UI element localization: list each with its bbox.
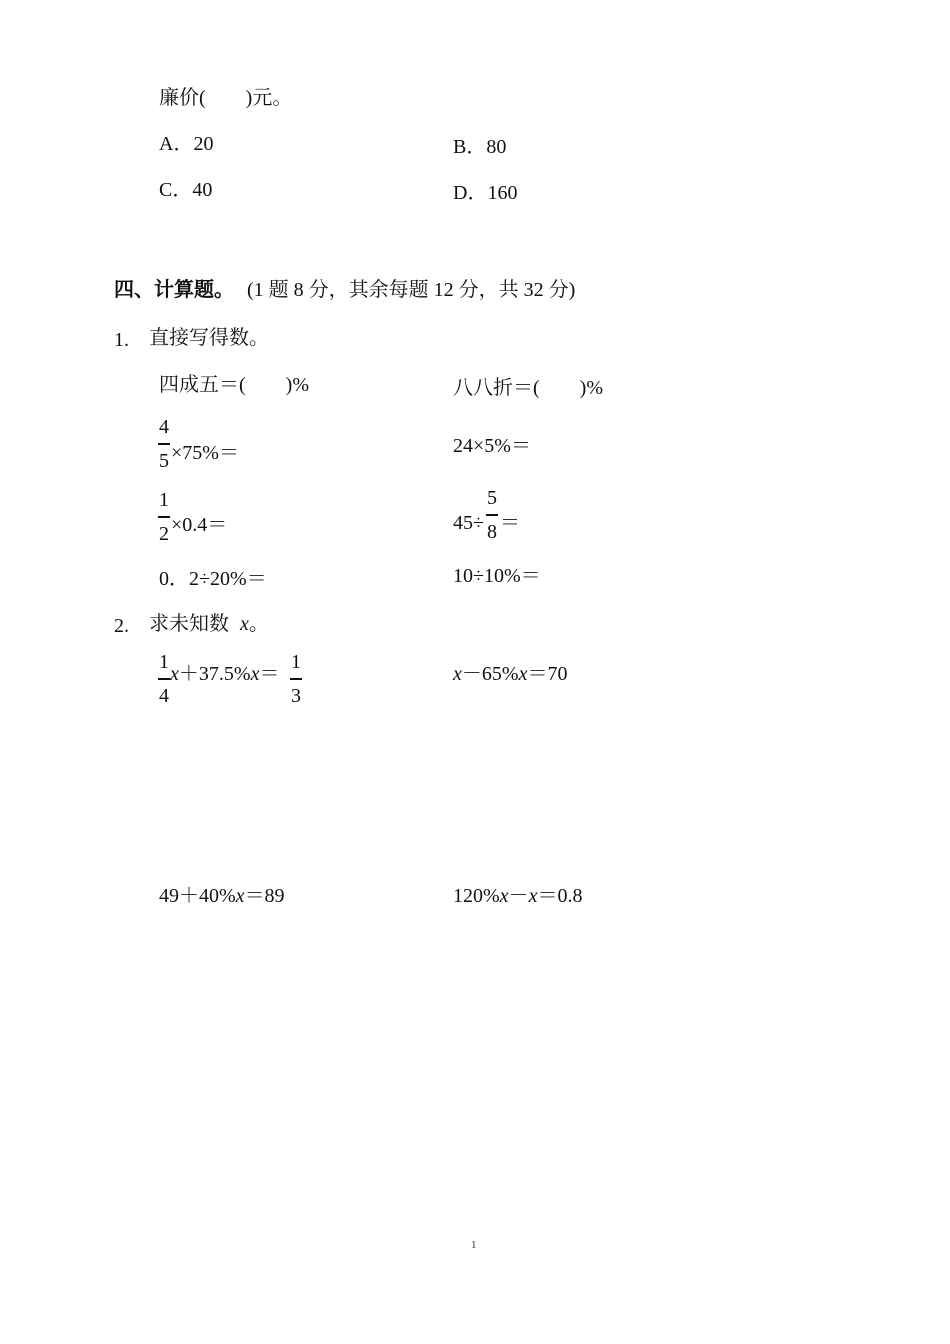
fraction-denominator: 3 (291, 685, 301, 707)
question-1-number: 1. (114, 329, 129, 351)
fraction-1-4 (158, 652, 170, 706)
calc-item-7: 0．2÷20%＝ (159, 568, 267, 590)
option-d: D．160 (453, 182, 518, 204)
variable-x: x (170, 663, 179, 685)
question-2-title (149, 614, 269, 634)
fraction-numerator: 1 (159, 489, 169, 511)
fraction-numerator: 1 (159, 651, 169, 673)
equation-1-body (170, 664, 279, 684)
fraction-1-3 (290, 652, 302, 706)
equation-4-rest: ＝0.8 (537, 885, 583, 907)
variable-x: x (499, 885, 509, 907)
calc-item-4: 24×5%＝ (453, 435, 531, 457)
calc-item-3-rest: ×75%＝ (171, 442, 239, 464)
fraction-4-5 (158, 417, 170, 471)
unknown-variable: x (240, 613, 249, 635)
equation-3-rest: ＝89 (244, 885, 285, 907)
calc-item-5-rest: ×0.4＝ (171, 514, 228, 536)
section-heading (114, 280, 575, 300)
calc-item-6-prefix: 45÷ (453, 512, 484, 534)
question-2-number: 2. (114, 615, 129, 637)
equals-sign: ＝ (259, 663, 280, 685)
fraction-bar (290, 678, 302, 680)
variable-x: x (250, 663, 260, 685)
option-a: A．20 (159, 133, 214, 155)
variable-x: x (528, 885, 538, 907)
fraction-bar (158, 443, 170, 445)
fraction-numerator: 5 (487, 487, 497, 509)
equation-3-prefix: 49＋40% (159, 885, 236, 907)
fraction-denominator: 4 (159, 685, 169, 707)
equation-2-middle: －65% (461, 663, 519, 685)
equation-4 (453, 886, 582, 906)
calc-item-1: 四成五＝( )% (159, 374, 309, 396)
equation-2 (453, 664, 567, 684)
page-number: 1 (471, 1239, 477, 1251)
option-c: C．40 (159, 179, 213, 201)
calc-item-8: 10÷10%＝ (453, 565, 541, 587)
equation-4-prefix: 120% (453, 885, 500, 907)
fraction-numerator: 4 (159, 416, 169, 438)
equation-3 (159, 886, 285, 906)
calc-item-6-rest: ＝ (500, 512, 520, 534)
fraction-bar (158, 516, 170, 518)
variable-x: x (518, 663, 528, 685)
calc-item-2: 八八折＝( )% (453, 377, 603, 399)
fraction-bar (158, 678, 170, 680)
question-2-title-text: 求未知数 (149, 613, 234, 635)
fraction-numerator: 1 (291, 651, 301, 673)
option-b: B．80 (453, 136, 507, 158)
question-2-title-end: 。 (248, 613, 269, 635)
fraction-5-8 (486, 488, 498, 542)
equation-2-rest: ＝70 (527, 663, 568, 685)
question-1-title: 直接写得数。 (149, 327, 269, 349)
fraction-denominator: 2 (159, 523, 169, 545)
variable-x: x (453, 663, 462, 685)
equation-4-middle: － (508, 885, 529, 907)
fraction-denominator: 8 (487, 521, 497, 543)
fraction-denominator: 5 (159, 450, 169, 472)
fraction-1-2 (158, 490, 170, 544)
variable-x: x (235, 885, 245, 907)
question-continuation-text: 廉价( )元。 (159, 87, 293, 109)
fraction-bar (486, 514, 498, 516)
section-score-note: (1 题 8 分，其余每题 12 分，共 32 分) (247, 279, 576, 301)
equation-1-middle: ＋37.5% (178, 663, 251, 685)
section-title: 四、计算题。 (114, 279, 234, 301)
